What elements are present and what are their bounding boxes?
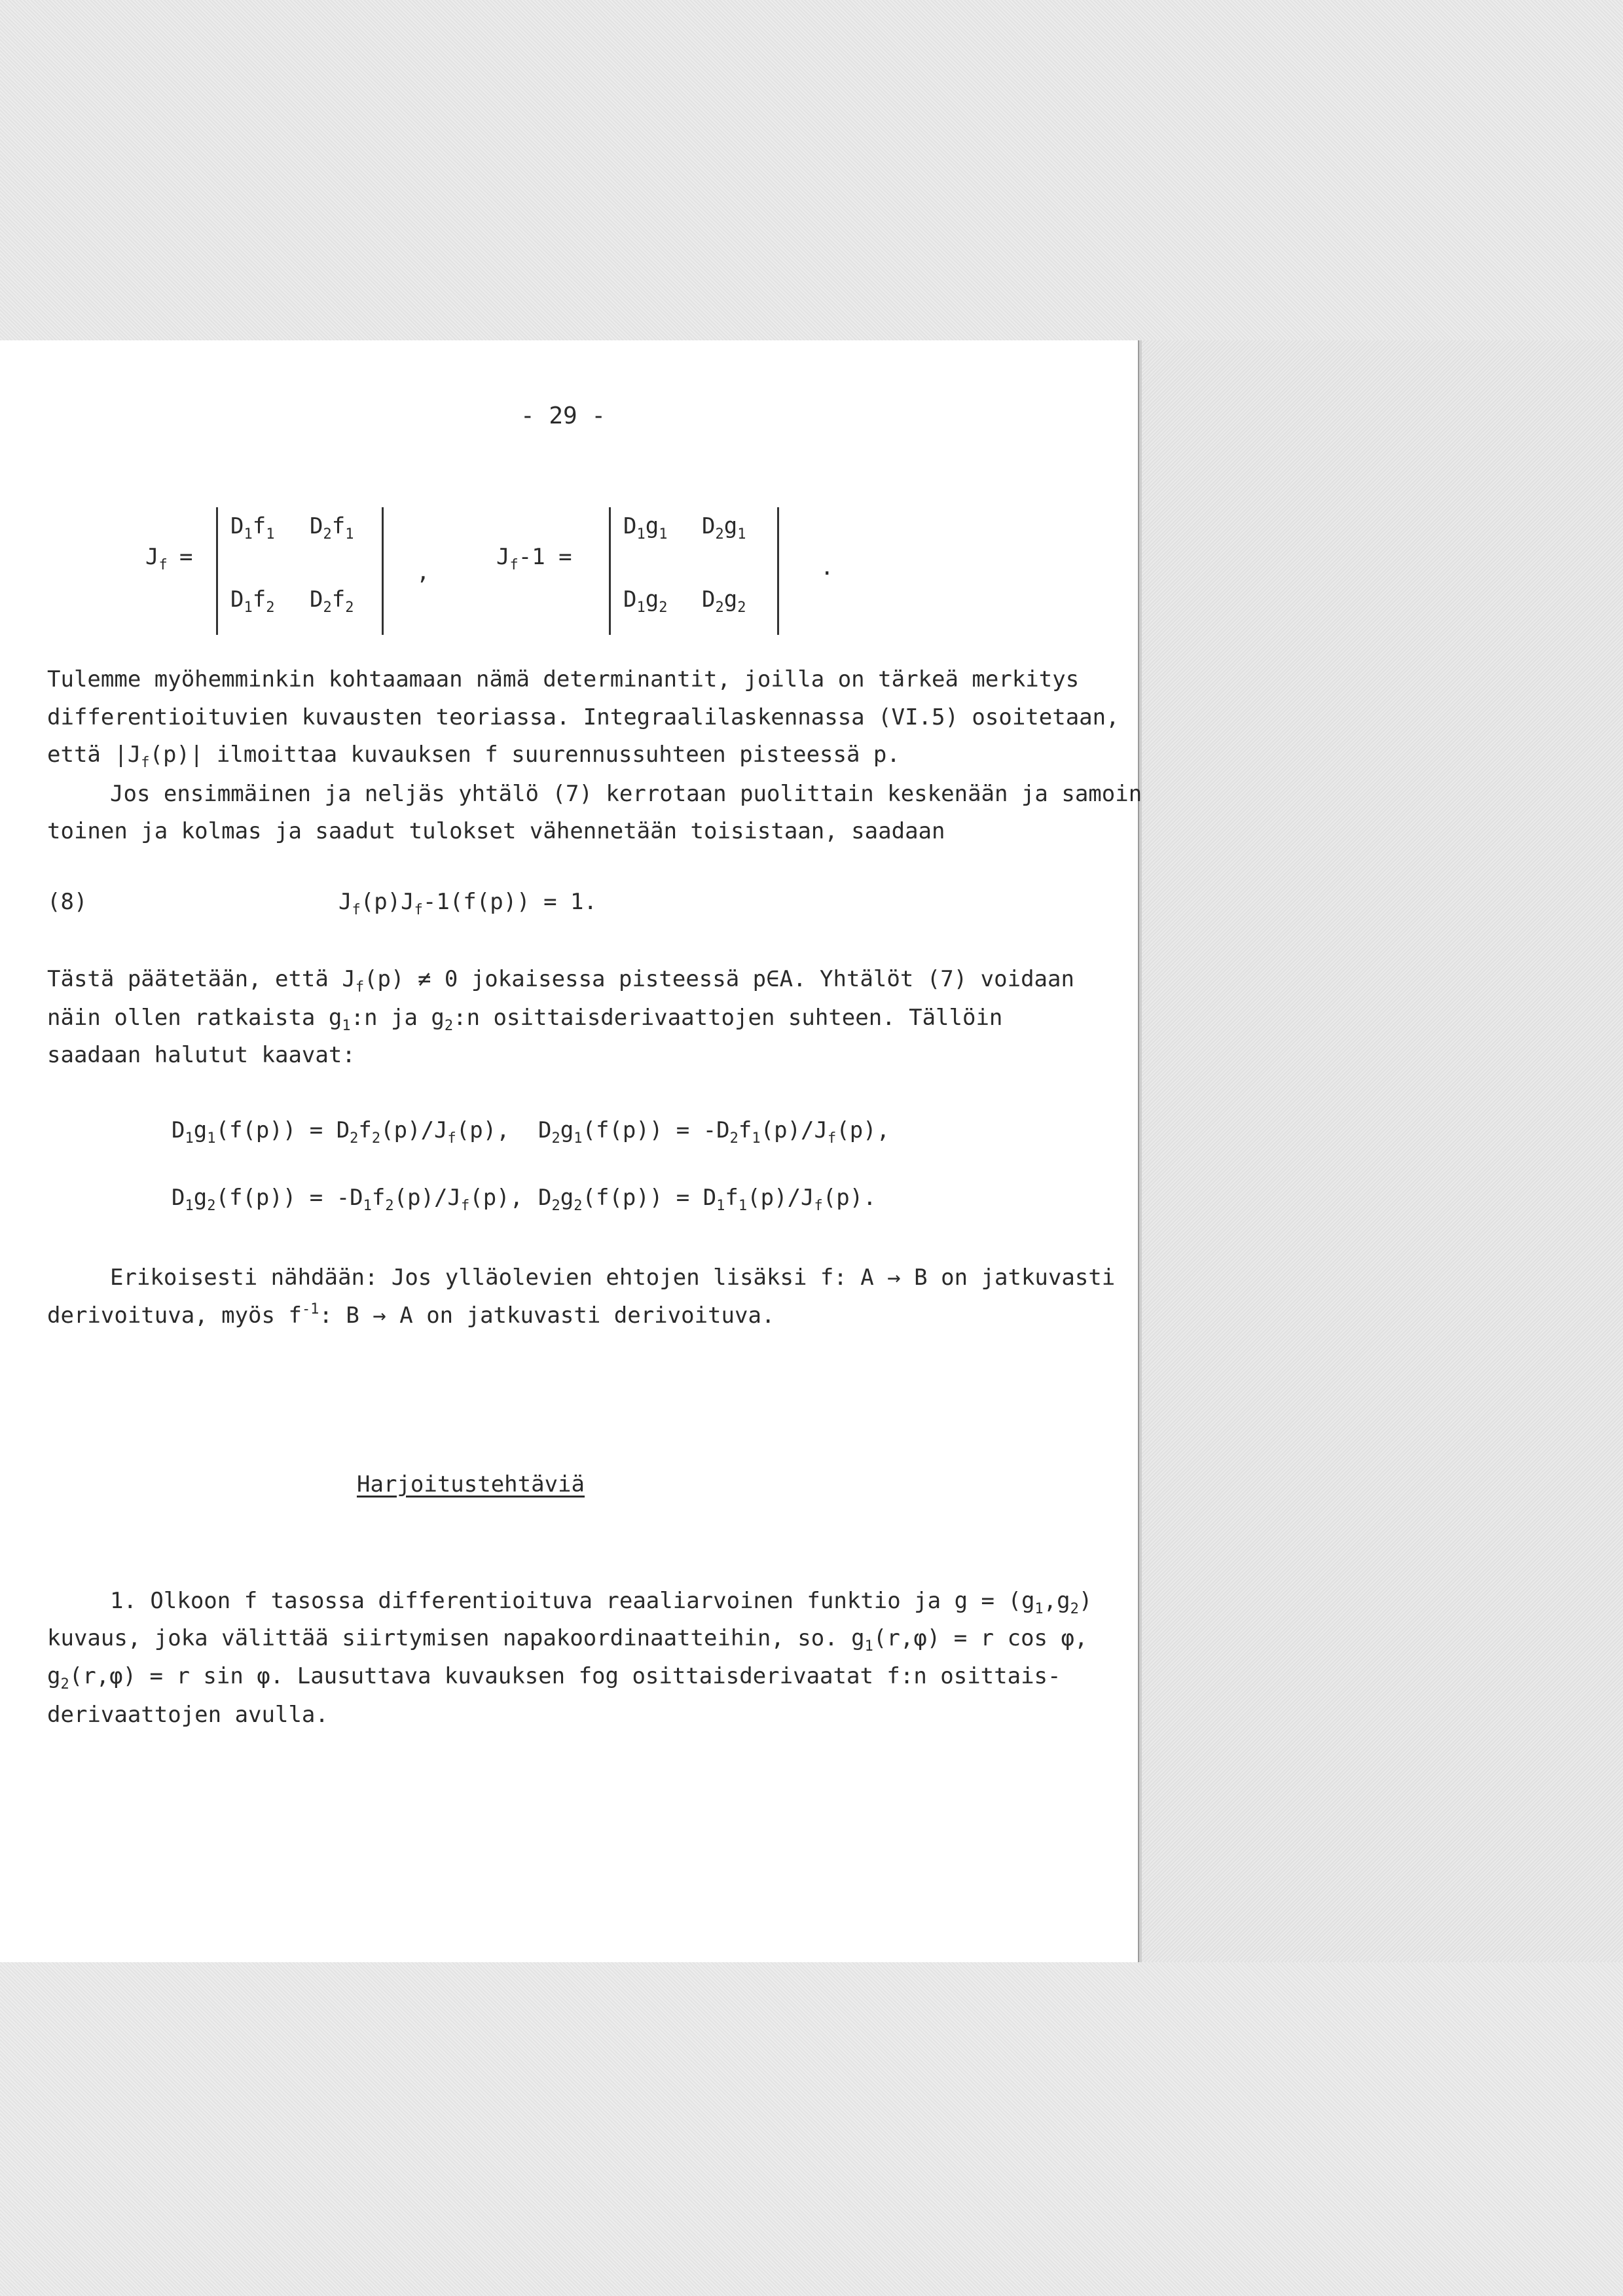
section-title: Harjoitustehtäviä [357, 1471, 585, 1498]
formula-d1g1: $D_1g_1(f(p)) = D_2f_2(p)/J_f(p)$, [172, 1117, 510, 1147]
eq8-formula: $J_f(p)J_f-1(f(p)) = 1$. [338, 889, 597, 918]
det1-r1c2: $D_2f_1$ [310, 513, 354, 543]
jf-label: $J_f$ [145, 544, 168, 573]
para3-line2: näin ollen ratkaista $g_1:n$ ja $g_2:n$ osittaisderivaattojen suhteen. Tällöin [47, 1005, 1003, 1034]
para2-line2: toinen ja kolmas ja saadut tulokset vähennetään toisistaan, saadaan [47, 818, 945, 844]
para1-line3: että $|J_f(p)|$ ilmoittaa kuvauksen f suurennussuhteen pisteessä p. [47, 742, 900, 771]
det2-r2c2: $D_2g_2$ [702, 586, 746, 616]
det1-r1c1: $D_1f_1$ [230, 513, 275, 543]
scan-background-top [0, 0, 1623, 340]
det1-right-bar [382, 507, 384, 635]
jf-equals: = [179, 544, 193, 570]
para3-line1: Tästä päätetään, että $J_f(p) \ne 0$ jokaisessa pisteessä p∈A. Yhtälöt (7) voidaan [47, 966, 1074, 996]
para4-line1: Erikoisesti nähdään: Jos ylläolevien ehtojen lisäksi f: A → B on jatkuvasti [110, 1265, 1116, 1291]
para1-line2: differentioituvien kuvausten teoriassa. Integraalilaskennassa (VI.5) osoitetaan, [47, 704, 1120, 730]
document-page [0, 340, 1142, 1962]
det2-r1c1: $D_1g_1$ [623, 513, 668, 543]
det-separator-comma: , [416, 559, 430, 585]
scan-background-bottom [0, 1962, 1623, 2296]
formula-d1g2: $D_1g_2(f(p)) = -D_1f_2(p)/J_f(p)$, [172, 1185, 524, 1214]
det2-r2c1: $D_1g_2$ [623, 586, 668, 616]
det1-r2c1: $D_1f_2$ [230, 586, 275, 616]
para1-line1: Tulemme myöhemminkin kohtaamaan nämä determinantit, joilla on tärkeä merkitys [47, 666, 1080, 692]
scan-background-right [1138, 340, 1623, 1962]
det2-right-bar [777, 507, 779, 635]
det1-r2c2: $D_2f_2$ [310, 586, 354, 616]
para2-line1: Jos ensimmäinen ja neljäs yhtälö (7) kerrotaan puolittain keskenään ja samoin [110, 781, 1142, 807]
exercise1-line1: 1. Olkoon f tasossa differentioituva reaaliarvoinen funktio ja $g = (g_1,g_2)$ [110, 1588, 1093, 1617]
det2-r1c2: $D_2g_1$ [702, 513, 746, 543]
exercise1-line4: derivaattojen avulla. [47, 1702, 329, 1728]
formula-d2g2: $D_2g_2(f(p)) = D_1f_1(p)/J_f(p)$. [538, 1185, 877, 1214]
eq8-label: (8) [47, 889, 88, 915]
jf-inverse-label: $J_f-1$ = [496, 544, 572, 573]
exercise1-line2: kuvaus, joka välittää siirtymisen napakoordinaatteihin, so. $g_1(r,\varphi) = r$ cos φ, [47, 1625, 1088, 1655]
para3-line3: saadaan halutut kaavat: [47, 1042, 356, 1068]
det1-left-bar [216, 507, 218, 635]
para4-line2: derivoituva, myös $f^{-1}$: B → A on jatkuvasti derivoituva. [47, 1301, 775, 1329]
det2-left-bar [609, 507, 611, 635]
formula-d2g1: $D_2g_1(f(p)) = -D_2f_1(p)/J_f(p)$, [538, 1117, 890, 1147]
page-number: - 29 - [520, 403, 606, 429]
det-period: . [820, 554, 834, 581]
exercise1-line3: $g_2(r,\varphi) = r$ sin φ. Lausuttava kuvauksen fog osittaisderivaatat f:n osittais- [47, 1663, 1061, 1693]
